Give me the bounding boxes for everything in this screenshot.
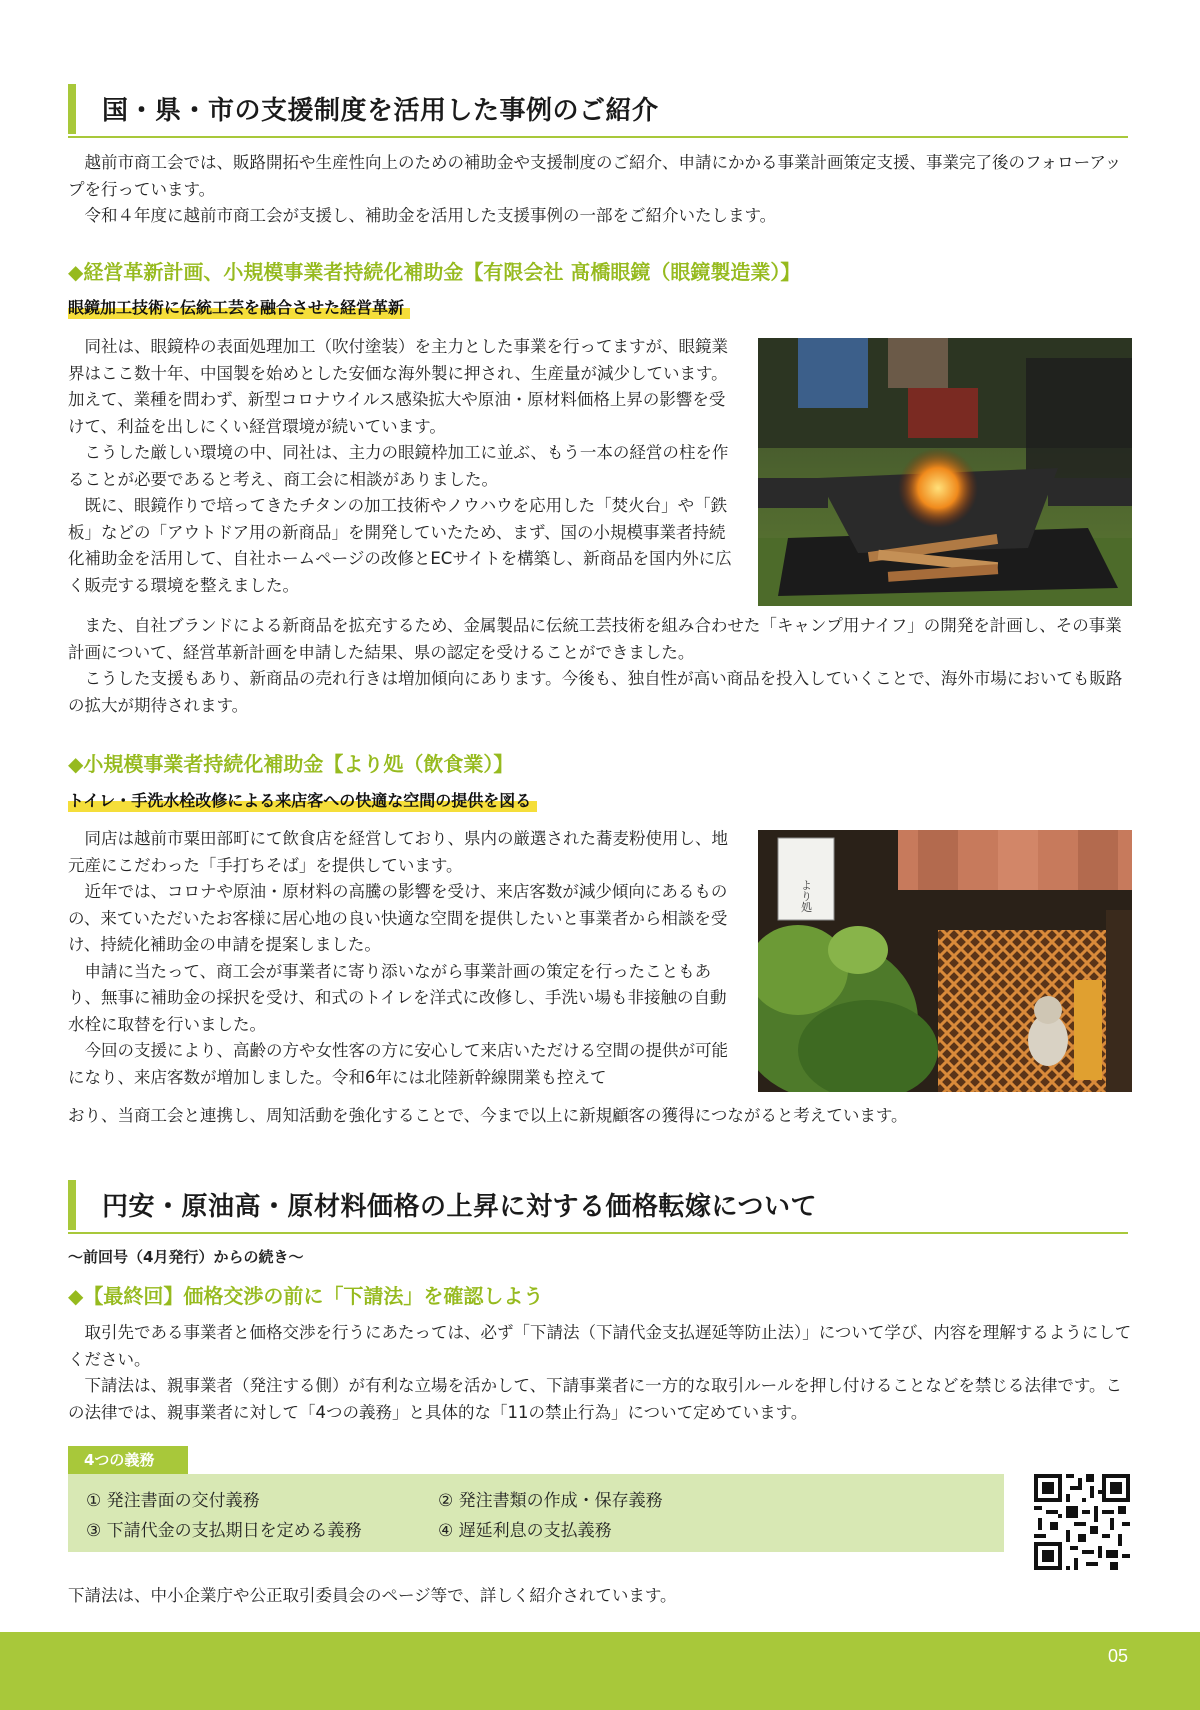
sign-text: より処 (799, 879, 813, 913)
duties-label: 4つの義務 (68, 1446, 188, 1474)
case2-body-tail (68, 1103, 1132, 1130)
law-paragraph: 下請法は、親事業者（発注する側）が有利な立場を活かして、下請事業者に一方的な取引ルールを押し付けることなどを禁じる法律です。この法律では、親事業者に対して「4つの義務」と具体的な「11の禁止行為」について定めています。 (68, 1376, 1123, 1422)
section-heading-support (68, 84, 1128, 138)
heading-accent-bar (68, 84, 76, 134)
subcontract-law-text (68, 1320, 1132, 1426)
case2-body-side (68, 826, 728, 1091)
duties-box (68, 1474, 1004, 1552)
case1-body-side (68, 334, 733, 599)
duty-item: ② 発注書類の作成・保存義務 (438, 1491, 663, 1511)
continuation-note: 〜前回号（4月発行）からの続き〜 (68, 1248, 304, 1266)
duty-item: ③ 下請代金の支払期日を定める義務 (86, 1521, 362, 1541)
intro-paragraph: 越前市商工会では、販路開拓や生産性向上のための補助金や支援制度のご紹介、申請にかかる事業計画策定支援、事業完了後のフォローアップを行っています。 (68, 153, 1122, 199)
restaurant-entrance-photo (758, 830, 1132, 1092)
duty-item: ① 発注書面の交付義務 (86, 1491, 260, 1511)
heading-accent-bar (68, 1180, 76, 1230)
page-footer (0, 1632, 1200, 1710)
case2-title: ◆小規模事業者持続化補助金【より処（飲食業）】 (68, 752, 514, 776)
case1-subtitle: 眼鏡加工技術に伝統工芸を融合させた経営革新 (68, 295, 410, 319)
case1-paragraph: こうした厳しい環境の中、同社は、主力の眼鏡枠加工に並ぶ、もう一本の経営の柱を作ることが必要であると考え、商工会に相談がありました。 (68, 443, 729, 489)
case2-subtitle: トイレ・手洗水栓改修による来店客への快適な空間の提供を図る (68, 788, 537, 812)
case2-paragraph: 今回の支援により、高齢の方や女性客の方に安心して来店いただける空間の提供が可能になり、来店客数が増加しました。令和6年には北陸新幹線開業も控えて (68, 1041, 728, 1087)
case2-paragraph: 申請に当たって、商工会が事業者に寄り添いながら事業計画の策定を行ったこともあり、無事に補助金の採択を受け、和式のトイレを洋式に改修し、手洗い場も非接触の自動水栓に取替を行いました。 (68, 961, 727, 1034)
law-paragraph: 取引先である事業者と価格交渉を行うにあたっては、必ず「下請法（下請代金支払遅延等防止法）」について学び、内容を理解するようにしてください。 (68, 1323, 1132, 1369)
case2-paragraph: 近年では、コロナや原油・原材料の高騰の影響を受け、来店客数が減少傾向にあるものの、来ていただいたお客様に居心地の良い快適な空間を提供したいと事業者から相談を受け、持続化補助金の申請を提案しました。 (68, 882, 728, 954)
section-title: 国・県・市の支援制度を活用した事例のご紹介 (102, 96, 659, 126)
case1-title: ◆経営革新計画、小規模事業者持続化補助金【有限会社 髙橋眼鏡（眼鏡製造業）】 (68, 260, 801, 284)
duty-item: ④ 遅延利息の支払義務 (438, 1521, 612, 1541)
intro-text (68, 150, 1132, 230)
case1-body-full (68, 613, 1132, 719)
section-title: 円安・原油高・原材料価格の上昇に対する価格転嫁について (102, 1192, 817, 1222)
case1-paragraph: 既に、眼鏡作りで培ってきたチタンの加工技術やノウハウを応用した「焚火台」や「鉄板」などの「アウトドア用の新商品」を開発していたため、まず、国の小規模事業者持続化補助金を活用して、自社ホームページの改修とECサイトを構築し、新商品を国内外に広く販売する環境を整えました。 (68, 496, 732, 595)
case1-paragraph: 同社は、眼鏡枠の表面処理加工（吹付塗装）を主力とした事業を行ってますが、眼鏡業界はここ数十年、中国製を始めとした安価な海外製に押され、生産量が減少しています。加えて、業種を問わず、新型コロナウイルス感染拡大や原油・原材料価格上昇の影響を受けて、利益を出しにくい経営環境が続いています。 (68, 337, 728, 436)
intro-paragraph: 令和４年度に越前市商工会が支援し、補助金を活用した支援事例の一部をご紹介いたします。 (84, 206, 777, 225)
page-number: 05 (1107, 1646, 1128, 1666)
case1-paragraph: また、自社ブランドによる新商品を拡充するため、金属製品に伝統工芸技術を組み合わせた「キャンプ用ナイフ」の開発を計画し、その事業計画について、経営革新計画を申請した結果、県の認定を受けることができました。 (68, 616, 1122, 662)
section-heading-price (68, 1180, 1128, 1234)
case2-tail-line: おり、当商工会と連携し、周知活動を強化することで、今まで以上に新規顧客の獲得につながると考えています。 (68, 1106, 908, 1125)
final-episode-title: ◆【最終回】価格交渉の前に「下請法」を確認しよう (68, 1284, 544, 1308)
bonfire-stand-photo (758, 338, 1132, 606)
qr-code[interactable] (1034, 1474, 1130, 1570)
case2-paragraph: 同店は越前市粟田部町にて飲食店を経営しており、県内の厳選された蕎麦粉使用し、地元産にこだわった「手打ちそば」を提供しています。 (68, 829, 728, 875)
footer-note: 下請法は、中小企業庁や公正取引委員会のページ等で、詳しく紹介されています。 (68, 1586, 677, 1605)
case1-paragraph: こうした支援もあり、新商品の売れ行きは増加傾向にあります。今後も、独自性が高い商品を投入していくことで、海外市場においても販路の拡大が期待されます。 (68, 669, 1123, 715)
